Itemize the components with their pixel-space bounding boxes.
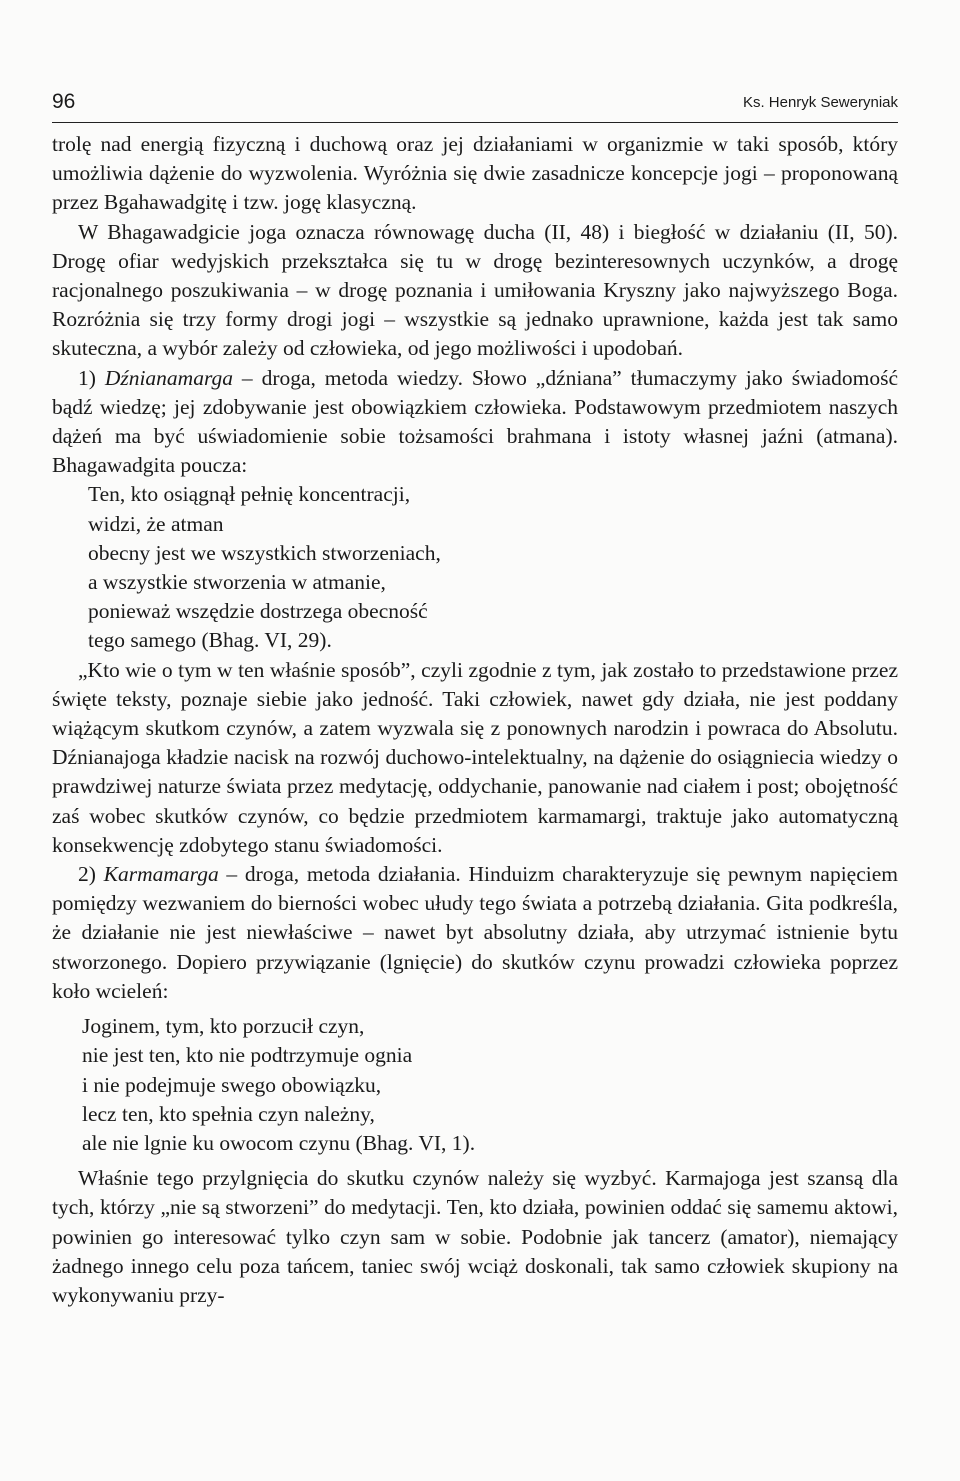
verse-line: tego samego (Bhag. VI, 29). bbox=[88, 628, 332, 653]
verse-line: Joginem, tym, kto porzucił czyn, bbox=[82, 1014, 365, 1039]
term-italic: Dźnianamarga bbox=[104, 365, 234, 390]
verse-line: obecny jest we wszystkich stworzeniach, bbox=[88, 540, 441, 565]
running-header bbox=[52, 90, 898, 123]
paragraph-text: – droga, metoda działania. Hinduizm charakteryzuje się pewnym napięciem pomiędzy wezwaniem do bierności wobec ułudy tego świata a potrzebą działania. Gita podkreśla, że działanie nie jest niewłaściwe – nawet byt absolutny działa, aby utrzymać istnienie bytu stworzonego. Dopiero przywiązanie (lgnięcie) do skutków czynu prowadzi człowieka poprzez koło wcieleń: bbox=[52, 862, 898, 1003]
verse-quote bbox=[52, 480, 898, 655]
verse-quote bbox=[52, 1012, 898, 1158]
paragraph: trolę nad energią fizyczną i duchową oraz jej działaniami w organizmie w taki sposób, który umożliwia dążenie do wyzwolenia. Wyróżnia się dwie zasadnicze koncepcje jogi – proponowaną przez Bgahawadgitę i tzw. jogę klasyczną. bbox=[52, 132, 898, 215]
list-number: 1) bbox=[78, 365, 105, 390]
paragraph-text: – droga, metoda wiedzy. Słowo „dźniana” tłumaczymy jako świadomość bądź wiedzę; jej zdobywanie jest obowiązkiem człowieka. Podstawowym przedmiotem naszych dążeń ma być uświadomienie sobie tożsamości brahmana i istoty własnej jaźni (atmana). Bhagawadgita poucza: bbox=[52, 365, 898, 478]
paragraph: „Kto wie o tym w ten właśnie sposób”, czyli zgodnie z tym, jak zostało to przedstawione przez święte teksty, poznaje siebie jako jedność. Taki człowiek, nawet gdy działa, nie jest poddany wiążącym skutkom czynów, a zatem wyzwala się z ponownych narodzin i powraca do Absolutu. Dźnianajoga kładzie nacisk na rozwój duchowo-intelektualny, na dążenie do osiągniecia wiedzy o prawdziwej naturze świata przez medytację, oddychanie, panowanie nad ciałem i post; obojętność zaś wobec skutków czynów, co będzie przedmiotem karmamargi, traktuje jako automatyczną konsekwencję zdobytego stanu świadomości. bbox=[52, 657, 898, 857]
verse-line: widzi, że atman bbox=[88, 511, 224, 536]
list-number: 2) bbox=[78, 862, 104, 887]
verse-line: nie jest ten, kto nie podtrzymuje ognia bbox=[82, 1043, 413, 1068]
verse-line: lecz ten, kto spełnia czyn należny, bbox=[82, 1101, 375, 1126]
paragraph: W Bhagawadgicie joga oznacza równowagę ducha (II, 48) i biegłość w działaniu (II, 50). Drogę ofiar wedyjskich przekształca się tu w drogę bezinteresownych uczynków, a drogę racjonalnego poszukiwania – w drogę poznania i umiłowania Kryszny jako najwyższego Boga. Rozróżnia się trzy formy drogi jogi – wszystkie są jednako uprawnione, każda jest tak samo skuteczna, a wybór zależy od człowieka, od jego możliwości i upodobań. bbox=[52, 219, 898, 361]
paragraph bbox=[52, 860, 898, 1006]
page-number: 96 bbox=[52, 90, 76, 113]
running-header-author: Ks. Henryk Seweryniak bbox=[742, 94, 898, 111]
verse-line: ale nie lgnie ku owocom czynu (Bhag. VI, 1). bbox=[82, 1130, 476, 1155]
term-italic: Karmamarga bbox=[103, 862, 219, 887]
body-text bbox=[52, 130, 898, 1310]
verse-line: i nie podejmuje swego obowiązku, bbox=[82, 1072, 382, 1097]
paragraph bbox=[52, 364, 898, 481]
verse-line: a wszystkie stworzenia w atmanie, bbox=[88, 570, 386, 595]
book-page bbox=[52, 90, 898, 1310]
verse-line: ponieważ wszędzie dostrzega obecność bbox=[88, 599, 428, 624]
verse-line: Ten, kto osiągnął pełnię koncentracji, bbox=[88, 482, 411, 507]
paragraph: Właśnie tego przylgnięcia do skutku czynów należy się wyzbyć. Karmajoga jest szansą dla tych, którzy „nie są stworzeni” do medytacji. Ten, kto działa, powinien oddać się samemu aktowi, powinien go interesować tylko czyn sam w sobie. Podobnie jak tancerz (amator), niemający żadnego innego celu poza tańcem, taniec swój wciąż doskonali, tak samo człowiek skupiony na wykonywaniu przy- bbox=[52, 1166, 898, 1307]
